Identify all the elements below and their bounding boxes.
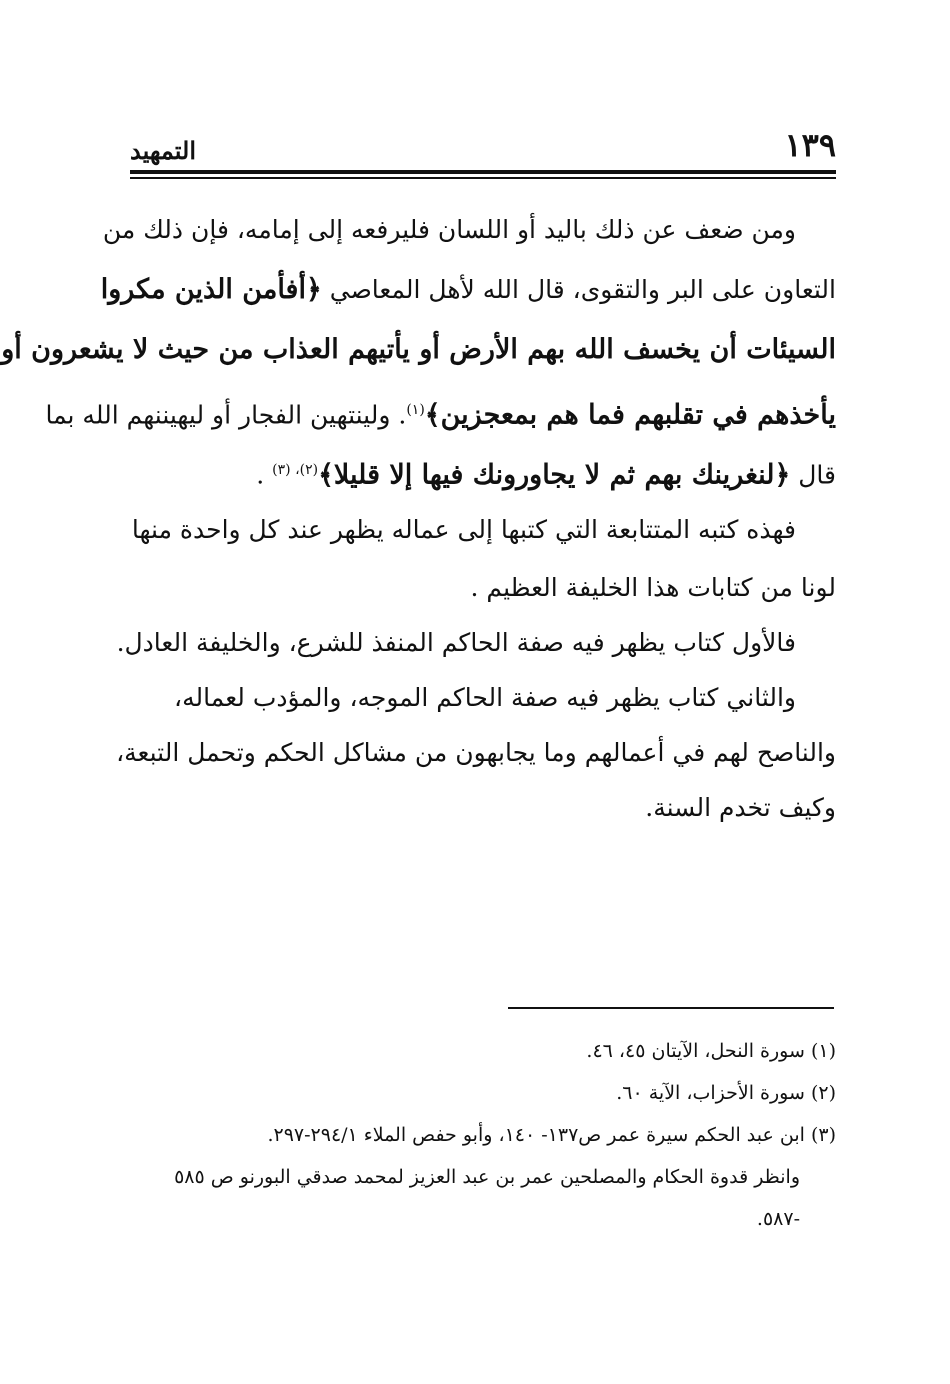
footnote-ref: (٢)، (٣) (272, 462, 319, 478)
footnote-1: (١) سورة النحل، الآيتان ٤٥، ٤٦. (586, 1040, 836, 1062)
footnote-3: (٣) ابن عبد الحكم سيرة عمر ص١٣٧- ١٤٠، وأبو حفص الملاء ٢٩٤/١-٢٩٧. (267, 1124, 836, 1146)
text-run: . ولينتهين الفجار أو ليهيننهم الله بما (45, 400, 407, 430)
paragraph-line (130, 500, 836, 560)
page-header (130, 126, 836, 166)
footnote-2: (٢) سورة الأحزاب، الآية ٦٠. (616, 1082, 836, 1104)
paragraph-line (116, 725, 836, 780)
paragraph-line (130, 780, 836, 835)
paragraph-line (1, 320, 836, 380)
footnote-ref: (١) (406, 402, 425, 418)
text-run: فهذه كتبه المتتابعة التي كتبها إلى عماله يظهر عند كل واحدة منها (131, 515, 796, 544)
quran-quote: ﴿لنغرينك بهم ثم لا يجاورونك فيها إلا قليلا﴾ (318, 459, 791, 491)
footnote-3-continued (130, 1156, 836, 1198)
text-run: لونا من كتابات هذا الخليفة العظيم . (470, 573, 836, 602)
header-rule-thin (130, 177, 836, 179)
text-run: وكيف تخدم السنة. (645, 793, 836, 822)
text-run: قال (790, 460, 836, 490)
text-run: والناصح لهم في أعمالهم وما يجابهون من مشاكل الحكم وتحمل التبعة، (116, 738, 836, 767)
footnotes (130, 1030, 836, 1240)
quran-quote: السيئات أن يخسف الله بهم الأرض أو يأتيهم العذاب من حيث لا يشعرون أو (1, 334, 836, 365)
text-run: التعاون على البر والتقوى، قال الله لأهل المعاصي (321, 275, 836, 304)
main-text (1, 200, 836, 835)
paragraph-line (45, 380, 836, 440)
text-run: فالأول كتاب يظهر فيه صفة الحاكم المنفذ للشرع، والخليفة العادل. (116, 628, 796, 657)
paragraph-line (130, 440, 836, 500)
paragraph-line (102, 200, 836, 260)
paragraph-line (100, 260, 836, 320)
header-rule-thick (130, 170, 836, 174)
section-title: التمهيد (130, 136, 196, 165)
text-run: . (256, 460, 273, 490)
quran-quote: ﴿أفأمن الذين مكروا (100, 274, 322, 305)
text-run: ومن ضعف عن ذلك باليد أو اللسان فليرفعه إلى إمامه، فإن ذلك من (102, 215, 796, 244)
text-run: وانظر قدوة الحكام والمصلحين عمر بن عبد العزيز لمحمد صدقي البورنو ص ٥٨٥ (174, 1166, 800, 1188)
text-run: -٥٨٧. (756, 1208, 800, 1230)
page-number: ١٣٩ (784, 126, 836, 164)
footnote-3-continued (130, 1198, 836, 1240)
paragraph-line (116, 615, 836, 670)
text-run: والثاني كتاب يظهر فيه صفة الحاكم الموجه، والمؤدب لعماله، (174, 683, 796, 712)
footnote-separator (508, 1007, 834, 1009)
paragraph-line (130, 670, 836, 725)
paragraph-line (130, 560, 836, 615)
quran-quote: يأخذهم في تقلبهم فما هم بمعجزين﴾ (424, 399, 836, 431)
